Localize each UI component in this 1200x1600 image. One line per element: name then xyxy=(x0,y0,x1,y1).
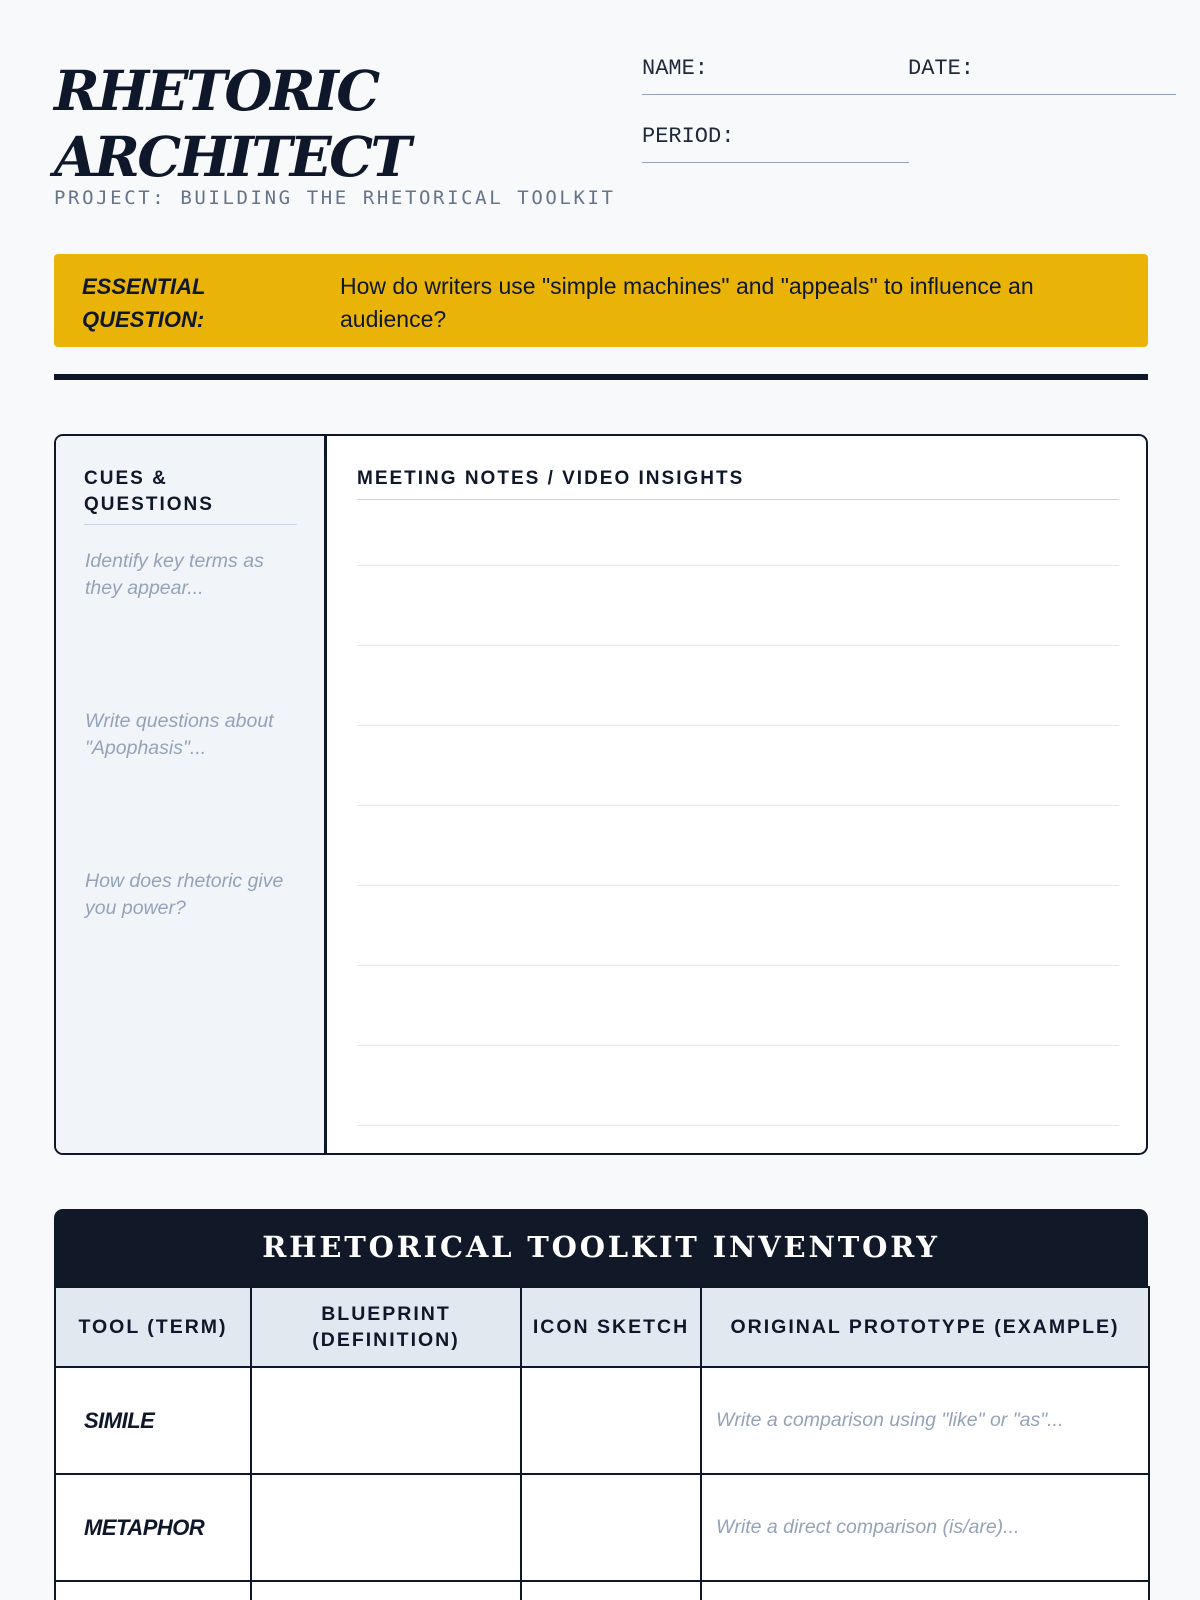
essential-question-text: How do writers use "simple machines" and "appeals" to influence an audience? xyxy=(340,273,1034,332)
example-cell[interactable]: Write a comparison using "like" or "as"... xyxy=(701,1367,1149,1474)
note-line xyxy=(357,965,1119,966)
cues-heading: CUES & QUESTIONS xyxy=(84,466,297,525)
page-title-line-1: RHETORIC xyxy=(54,58,378,123)
notes-column[interactable] xyxy=(330,436,1146,1153)
column-header-prototype: ORIGINAL PROTOTYPE (EXAMPLE) xyxy=(701,1287,1149,1367)
cue-prompt: Identify key terms as they appear... xyxy=(85,550,264,599)
table-row xyxy=(55,1367,1149,1474)
icon-sketch-cell[interactable] xyxy=(521,1581,701,1600)
example-cell[interactable]: Write a direct comparison (is/are)... xyxy=(701,1474,1149,1581)
essential-question-banner xyxy=(54,254,1148,347)
definition-cell[interactable] xyxy=(251,1367,521,1474)
tool-term xyxy=(55,1581,251,1600)
note-line xyxy=(357,645,1119,646)
column-header-tool: TOOL (TERM) xyxy=(55,1287,251,1367)
date-label: DATE: xyxy=(908,56,975,81)
tool-term: SIMILE xyxy=(55,1367,251,1474)
definition-cell[interactable] xyxy=(251,1581,521,1600)
column-header-blueprint: BLUEPRINT (DEFINITION) xyxy=(251,1287,521,1367)
name-date-field[interactable] xyxy=(642,56,1176,95)
cornell-notes-box xyxy=(54,434,1148,1155)
inventory-header-row xyxy=(55,1287,1149,1367)
period-field[interactable] xyxy=(642,124,909,163)
cues-column[interactable] xyxy=(56,436,327,1153)
cue-prompt: Write questions about "Apophasis"... xyxy=(85,710,274,759)
note-line xyxy=(357,1125,1119,1126)
notes-heading: MEETING NOTES / VIDEO INSIGHTS xyxy=(357,466,1119,500)
section-divider xyxy=(54,374,1148,380)
icon-sketch-cell[interactable] xyxy=(521,1474,701,1581)
note-line xyxy=(357,805,1119,806)
note-line xyxy=(357,725,1119,726)
table-row xyxy=(55,1474,1149,1581)
page-title-line-2: ARCHITECT xyxy=(54,124,409,189)
toolkit-inventory xyxy=(54,1209,1148,1600)
period-label: PERIOD: xyxy=(642,124,735,149)
icon-sketch-cell[interactable] xyxy=(521,1367,701,1474)
cue-prompt: How does rhetoric give you power? xyxy=(85,870,284,919)
name-label: NAME: xyxy=(642,56,709,81)
column-header-icon-sketch: ICON SKETCH xyxy=(521,1287,701,1367)
project-subtitle: PROJECT: BUILDING THE RHETORICAL TOOLKIT xyxy=(54,187,616,209)
title-block xyxy=(54,58,614,190)
inventory-table xyxy=(54,1286,1150,1600)
table-row xyxy=(55,1581,1149,1600)
note-line xyxy=(357,1045,1119,1046)
tool-term: METAPHOR xyxy=(55,1474,251,1581)
note-line xyxy=(357,565,1119,566)
page-title xyxy=(54,58,614,190)
definition-cell[interactable] xyxy=(251,1474,521,1581)
example-cell[interactable] xyxy=(701,1581,1149,1600)
inventory-title: RHETORICAL TOOLKIT INVENTORY xyxy=(54,1209,1148,1286)
essential-question-label: ESSENTIAL QUESTION: xyxy=(82,274,206,332)
note-line xyxy=(357,885,1119,886)
